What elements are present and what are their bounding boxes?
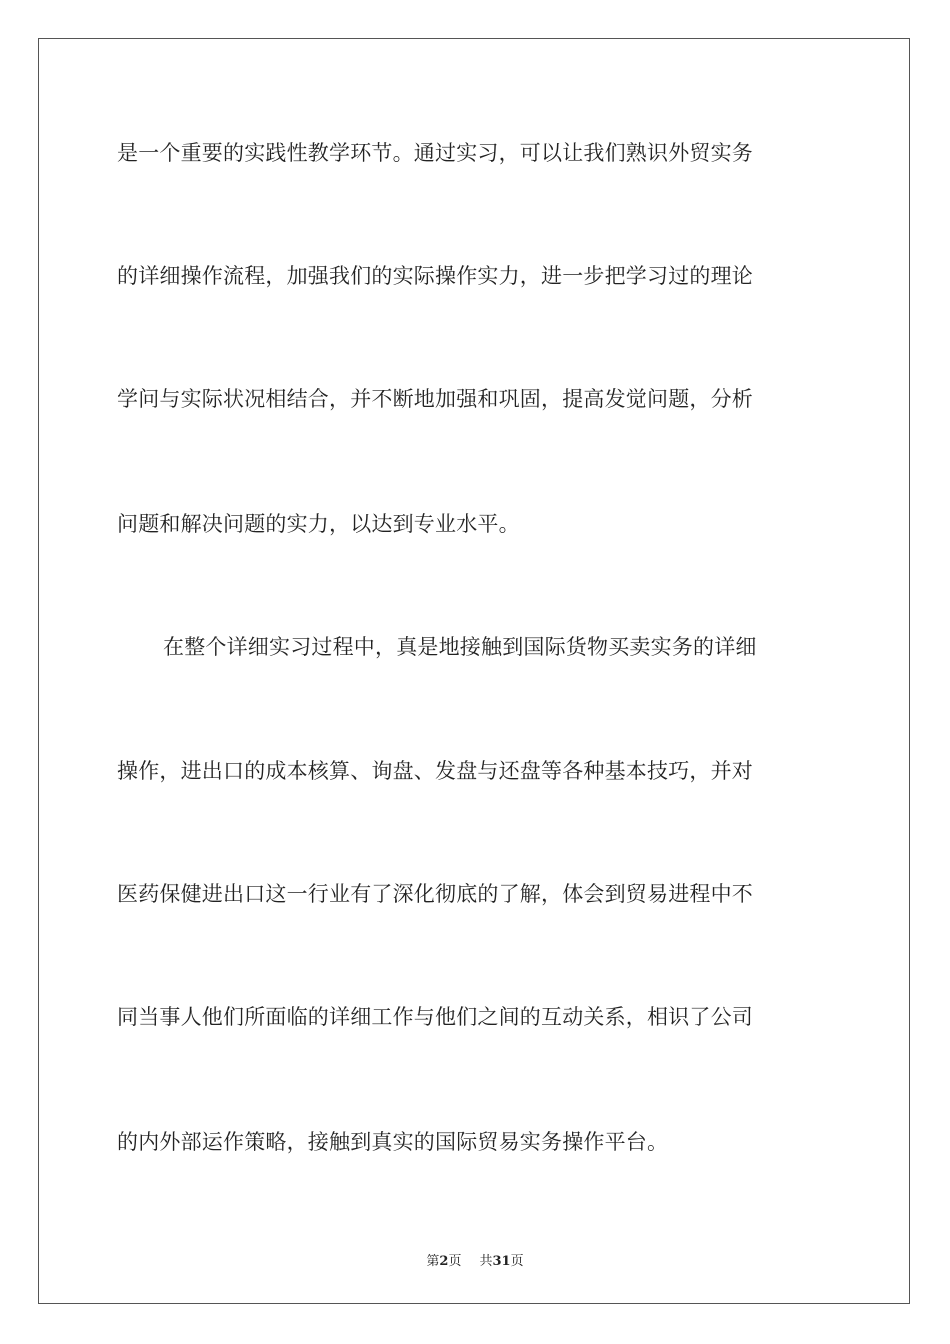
page-footer — [0, 1250, 950, 1269]
paragraph-line: 操作，进出口的成本核算、询盘、发盘与还盘等各种基本技巧，并对 — [117, 759, 753, 783]
paragraph-line: 是一个重要的实践性教学环节。通过实习，可以让我们熟识外贸实务 — [117, 141, 753, 165]
page-border — [38, 38, 910, 1304]
page-suffix: 页 — [448, 1254, 462, 1269]
paragraph-line: 问题和解决问题的实力，以达到专业水平。 — [117, 512, 520, 536]
current-page-number: 2 — [439, 1254, 449, 1269]
paragraph-line: 学问与实际状况相结合，并不断地加强和巩固，提高发觉问题，分析 — [117, 387, 753, 411]
total-prefix: 共 — [479, 1254, 493, 1269]
page-prefix: 第 — [426, 1254, 440, 1269]
total-pages-number: 31 — [492, 1254, 511, 1269]
paragraph-line: 同当事人他们所面临的详细工作与他们之间的互动关系，相识了公司 — [117, 1005, 753, 1029]
paragraph-line: 在整个详细实习过程中，真是地接触到国际货物买卖实务的详细 — [163, 635, 757, 659]
total-suffix: 页 — [510, 1254, 524, 1269]
paragraph-line: 的详细操作流程，加强我们的实际操作实力，进一步把学习过的理论 — [117, 264, 753, 288]
paragraph-line: 的内外部运作策略，接触到真实的国际贸易实务操作平台。 — [117, 1130, 669, 1154]
paragraph-line: 医药保健进出口这一行业有了深化彻底的了解，体会到贸易进程中不 — [117, 882, 753, 906]
